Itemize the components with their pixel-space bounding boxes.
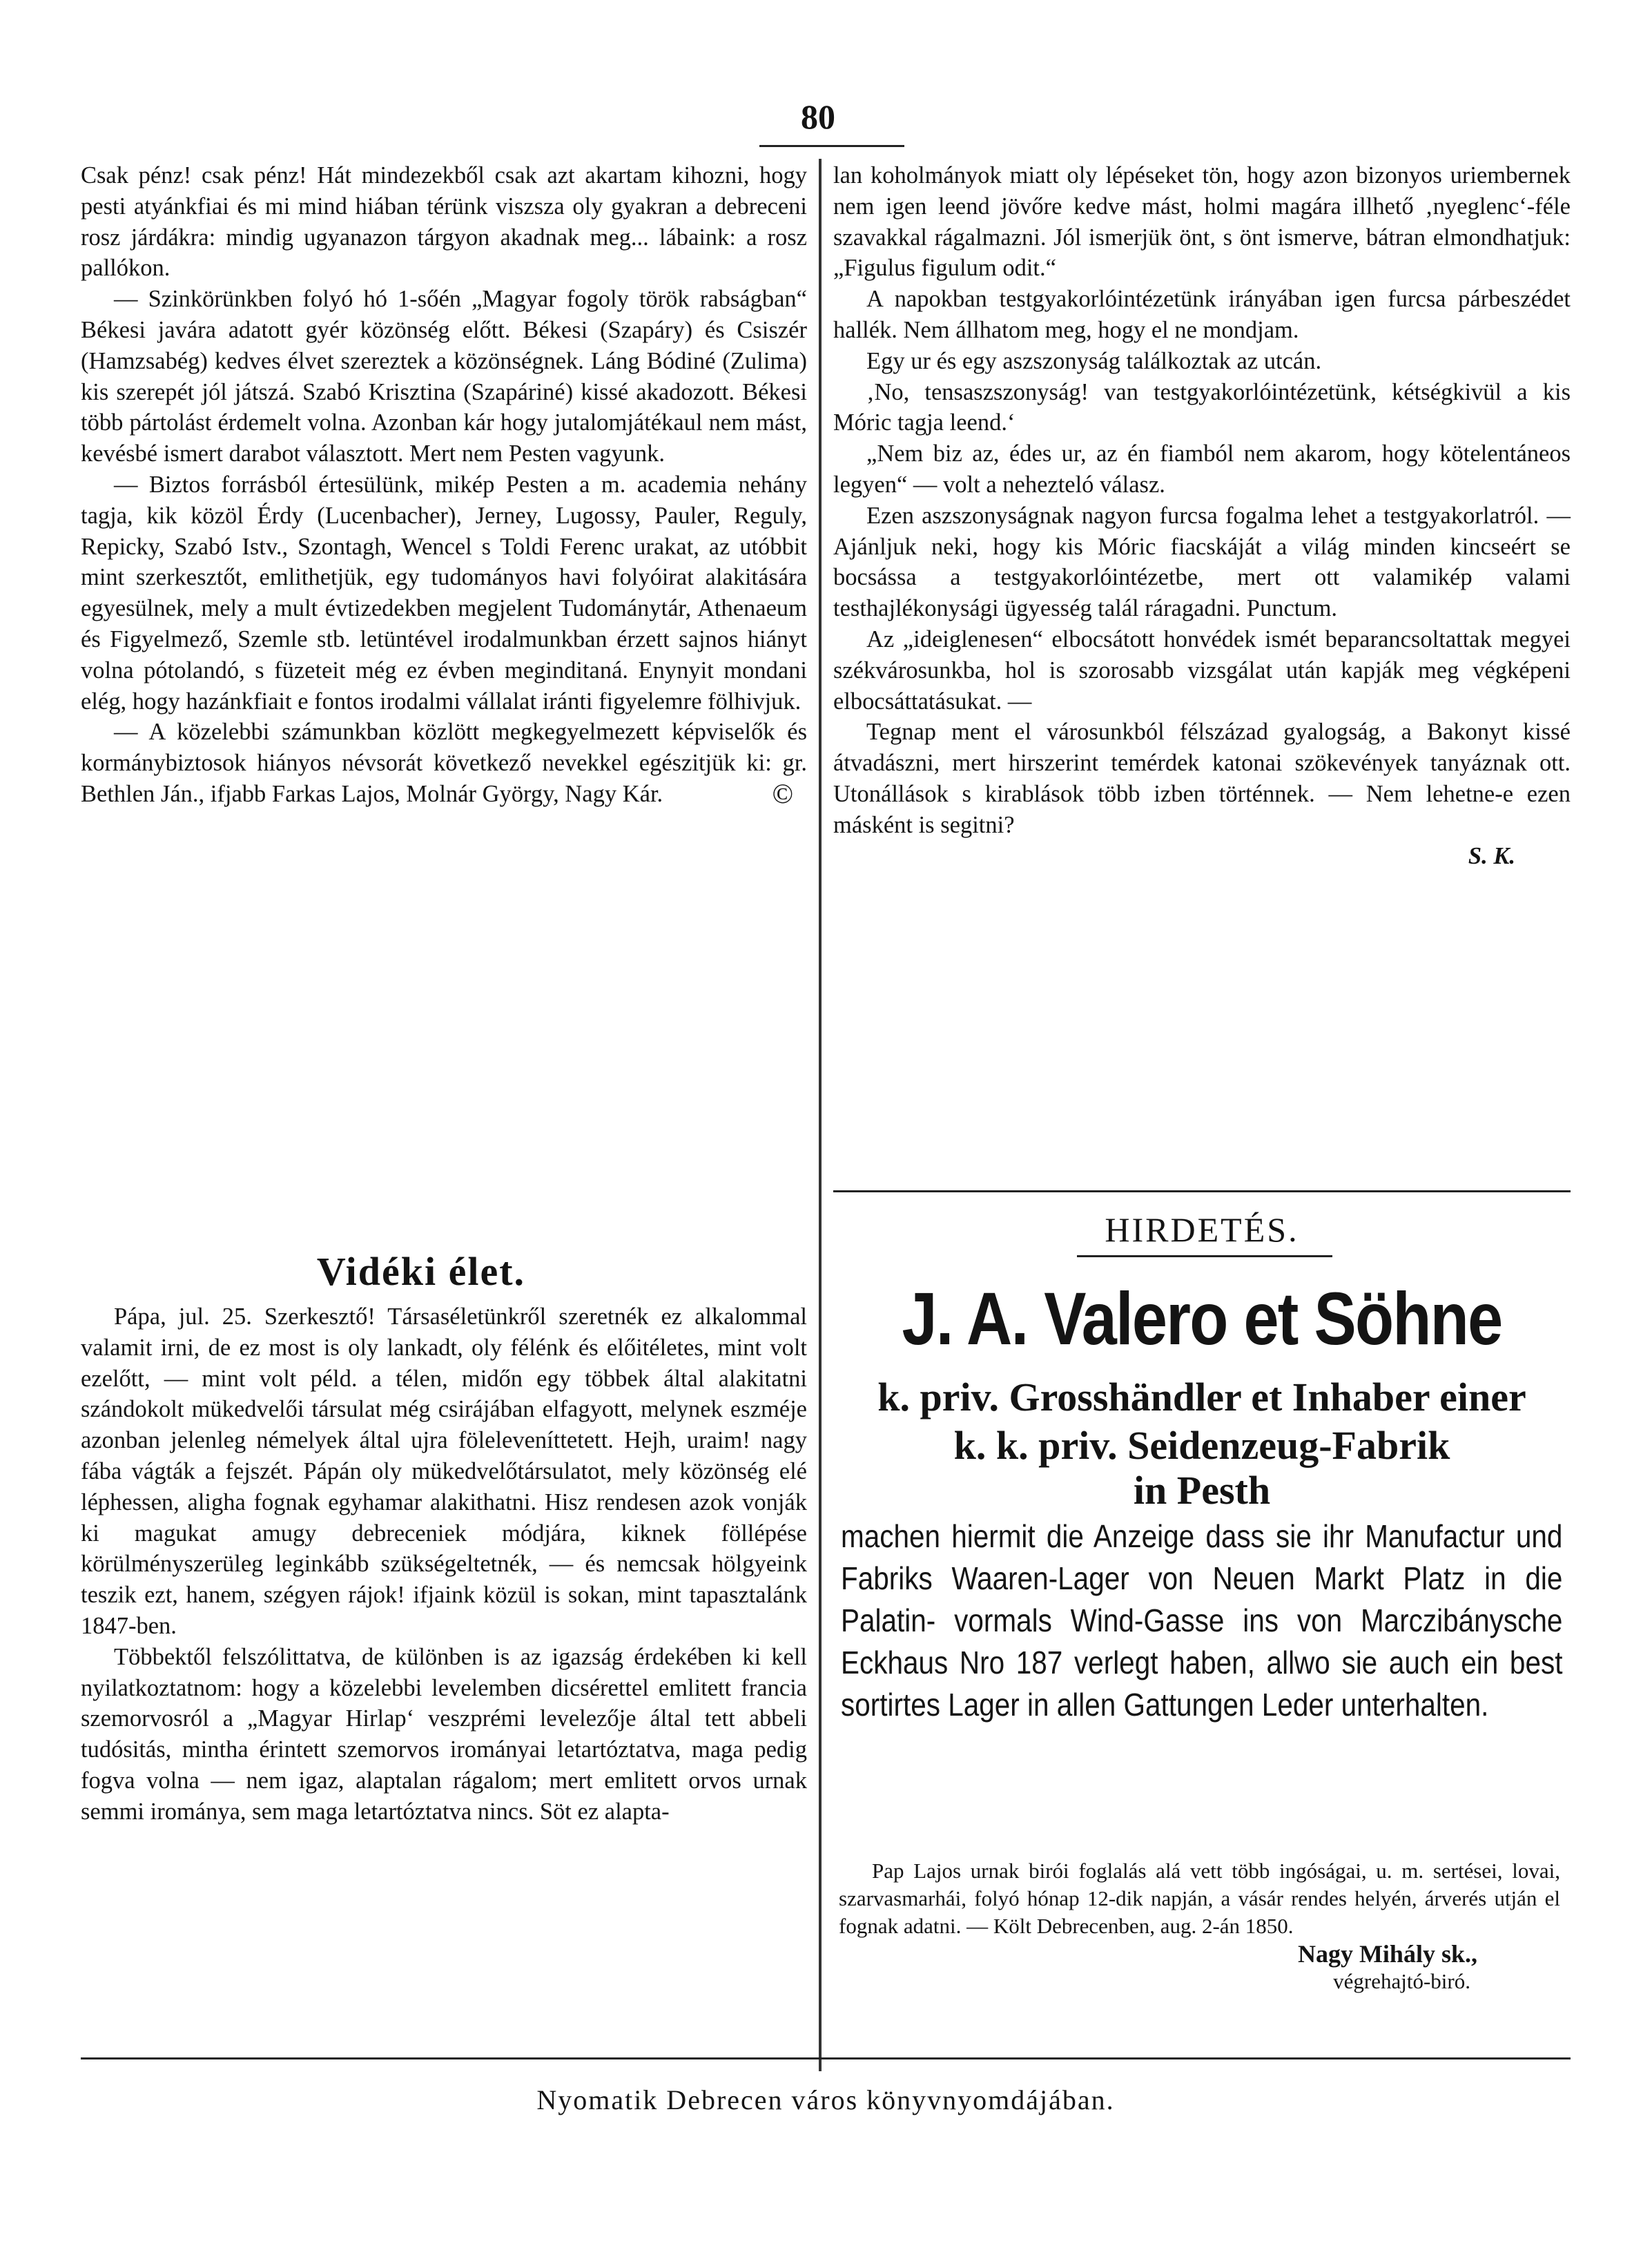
right-paragraph-5: „Nem biz az, édes ur, az én fiamból nem akarom, hogy kötelentáneos legyen“ — volt a nehezteló válasz.: [833, 440, 1571, 498]
advertisement-title: HIRDETÉS.: [1105, 1210, 1299, 1249]
advertisement-top-rule: [833, 1190, 1571, 1192]
left-paragraph-2: — Szinkörünkben folyó hó 1-sőén „Magyar fogoly török rabságban“ Békesi javára adatott gyér közönség előtt. Békesi (Szapáry) és Csiszér (Hamzsabég) kedves élvet szereztek a közönségnek. Láng Bódiné (Zulima) kis szerepét jól játszá. Szabó Krisztina (Szapáriné) kissé akadozott. Békesi több pártolást érdemelt volna. Azonban kár hogy jutalomjátékaul nem mást, kevésbé ismert darabot választott. Mert nem Pesten vagyunk.: [81, 286, 807, 467]
printer-imprint: Nyomatik Debrecen város könyvnyomdájában.: [536, 2084, 1115, 2115]
bottom-left-paragraph-2: Többektől felszólittatva, de különben is az igazság érdekében ki kell nyilatkoztatnom: hogy a közelebbi levelemben dicsérettel emlitett francia szemorvosról a „Magyar Hirlap‘ veszprémi levelezője által tett abbeli tudósitás, mintha érintett szemorvos irományai letartóztatva, maga pedig fogva volna — nem igaz, alaptalan rágalom; mert emlitett orvos urnak semmi irománya, sem maga letartóztatva nincs. Söt ez alapta-: [81, 1643, 807, 1825]
right-paragraph-6: Ezen aszszonyságnak nagyon furcsa fogalma lehet a testgyakorlatról. — Ajánljuk neki, hogy kis Móric fiacskáját a világ minden kincseért se bocsássa a testgyakorlóintézetbe, mert ott valamikép valami testhajlékonysági ügyesség talál ráragadni. Punctum.: [833, 502, 1571, 622]
advertisement-subline-3: in Pesth: [1133, 1468, 1271, 1513]
bottom-left-column: [81, 1301, 807, 1828]
signature-line: [833, 841, 1571, 872]
advertisement-subline-2: k. k. priv. Seidenzeug-Fabrik: [953, 1423, 1450, 1468]
auction-notice-text: Pap Lajos urnak birói foglalás alá vett több ingóságai, u. m. sertései, lovai, szarvasmarhái, folyó hónap 12-dik napján, a vásár rendes helyén, árverés utján el fognak adatni. — Költ Debrecenben, aug. 2-án 1850.: [839, 1859, 1560, 1938]
left-paragraph-3: — Biztos forrásból értesülünk, mikép Pesten a m. academia nehány tagja, kik közöl Érdy (Lucenbacher), Jerney, Lugossy, Pauler, Reguly, Repicky, Szabó Istv., Szontagh, Wencel s Toldi Ferenc urakat, az utóbbit mint szerkesztőt, emlithetjük, egy tudományos havi folyóirat alakitására egyesülnek, mely a mult évtizedekben megjelent Tudománytár, Athenaeum és Figyelmező, Szemle stb. letüntével irodalmunkban érzett sajnos hiányt volna pótolandó, s füzeteit még ez évben meginditaná. Enynyit mondani elég, hogy hazánkfiait e fontos irodalmi vállalat iránti figyelemre fölhivjuk.: [81, 471, 807, 715]
bottom-rule: [81, 2057, 1571, 2059]
auction-notice-signer-title: végrehajtó-biró.: [1333, 1969, 1470, 1993]
right-paragraph-8: Tegnap ment el városunkból félszázad gyalogság, a Bakonyt kissé átvadászni, mert hirszerint temérdek katonai szökevények tanyáznak ott. Utonállások s kirablások több izben történnek. — Nem lehetne-e ezen másként is segitni?: [833, 719, 1571, 838]
right-paragraph-2: A napokban testgyakorlóintézetünk irányában igen furcsa párbeszédet hallék. Nem állhatom meg, hogy el ne mondjam.: [833, 286, 1571, 343]
advertisement-subline-1: k. priv. Grosshändler et Inhaber einer: [877, 1375, 1526, 1419]
left-paragraph-4: [81, 717, 807, 809]
auction-notice-signer: Nagy Mihály sk.,: [1297, 1940, 1477, 1968]
signature: S. K.: [1468, 842, 1515, 869]
section-heading: Vidéki élet.: [316, 1249, 526, 1294]
page-number: 80: [801, 97, 835, 136]
advertisement-title-rule: [1077, 1255, 1332, 1257]
right-paragraph-4: ‚No, tensaszszonyság! van testgyakorlóintézetünk, kétségkivül a kis Móric tagja leend.‘: [833, 378, 1571, 436]
left-column: [81, 160, 807, 810]
right-paragraph-3: Egy ur és egy aszszonyság találkoztak az utcán.: [866, 347, 1322, 374]
right-paragraph-1: lan koholmányok miatt oly lépéseket tön, hogy azon bizonyos uriembernek nem igen leend jövőre kedve mást, holmi magára illhető ‚nyeglenc‘-féle szavakkal rágalmazni. Jól ismerjük önt, s önt ismerve, bátran elmondhatjuk: „Figulus figulum odit.“: [833, 162, 1571, 282]
auction-notice: [839, 1857, 1560, 1995]
left-paragraph-4-text: — A közelebbi számunkban közlött megkegyelmezett képviselők és kormánybiztosok hiányos névsorát következő nevekkel egészitjük ki: gr. Bethlen Ján., ifjabb Farkas Lajos, Molnár György, Nagy Kár.: [81, 719, 807, 807]
advertisement-company: J. A. Valero et Söhne: [902, 1277, 1502, 1360]
column-divider: [819, 159, 822, 2071]
copyright-mark: ©: [772, 777, 793, 809]
bottom-left-paragraph-1: Pápa, jul. 25. Szerkesztő! Társaséletünkről szeretnék ez alkalommal valamit irni, de ez most is oly lankadt, oly félénk és előitéletes, mint volt ezelőtt, — mint volt péld. a télen, midőn egy többek által alakitatni szándokolt mükedvelői társulat még csirájában elfagyott, melynek eszméje azonban jelenleg némelyek által ujra föleleveníttetett. Hejh, uraim! nagy fába vágták a fejszét. Pápán oly mükedvelőtársulatot, mely közönség elé léphessen, aligha fognak egyhamar alakithatni. Hisz rendesen azok vonják ki magukat amugy debreceniek módjára, kiknek föllépése körülményszerüleg leginkább szükségeltetnék, — és nemcsak hölgyeink teszik ezt, hanem, szégyen rájok! ifjaink közül is sokan, mint tapasztalánk 1847-ben.: [81, 1303, 807, 1639]
right-paragraph-7: Az „ideiglenesen“ elbocsátott honvédek ismét beparancsoltattak megyei székvárosunkba, hol is szorosabb vizsgálat után kapják meg végképeni elbocsáttatásukat. —: [833, 626, 1571, 715]
page-number-rule: [759, 145, 904, 147]
right-column: [833, 160, 1571, 871]
left-paragraph-1: Csak pénz! csak pénz! Hát mindezekből csak azt akartam kihozni, hogy pesti atyánkfiai és mi mind hiában térünk viszsza oly gyakran a debreceni rosz járdákra: mindig ugyanazon tárgyon akadnak meg... lábaink: a rosz pallókon.: [81, 162, 807, 282]
advertisement-body: machen hiermit die Anzeige dass sie ihr Manufactur und Fabriks Waaren-Lager von Neuen Markt Platz in die Palatin- vormals Wind-Gasse ins von Marczibánysche Eckhaus Nro 187 verlegt haben, allwo sie auch ein best sortirtes Lager in allen Gattungen Leder unterhalten.: [841, 1518, 1563, 1723]
